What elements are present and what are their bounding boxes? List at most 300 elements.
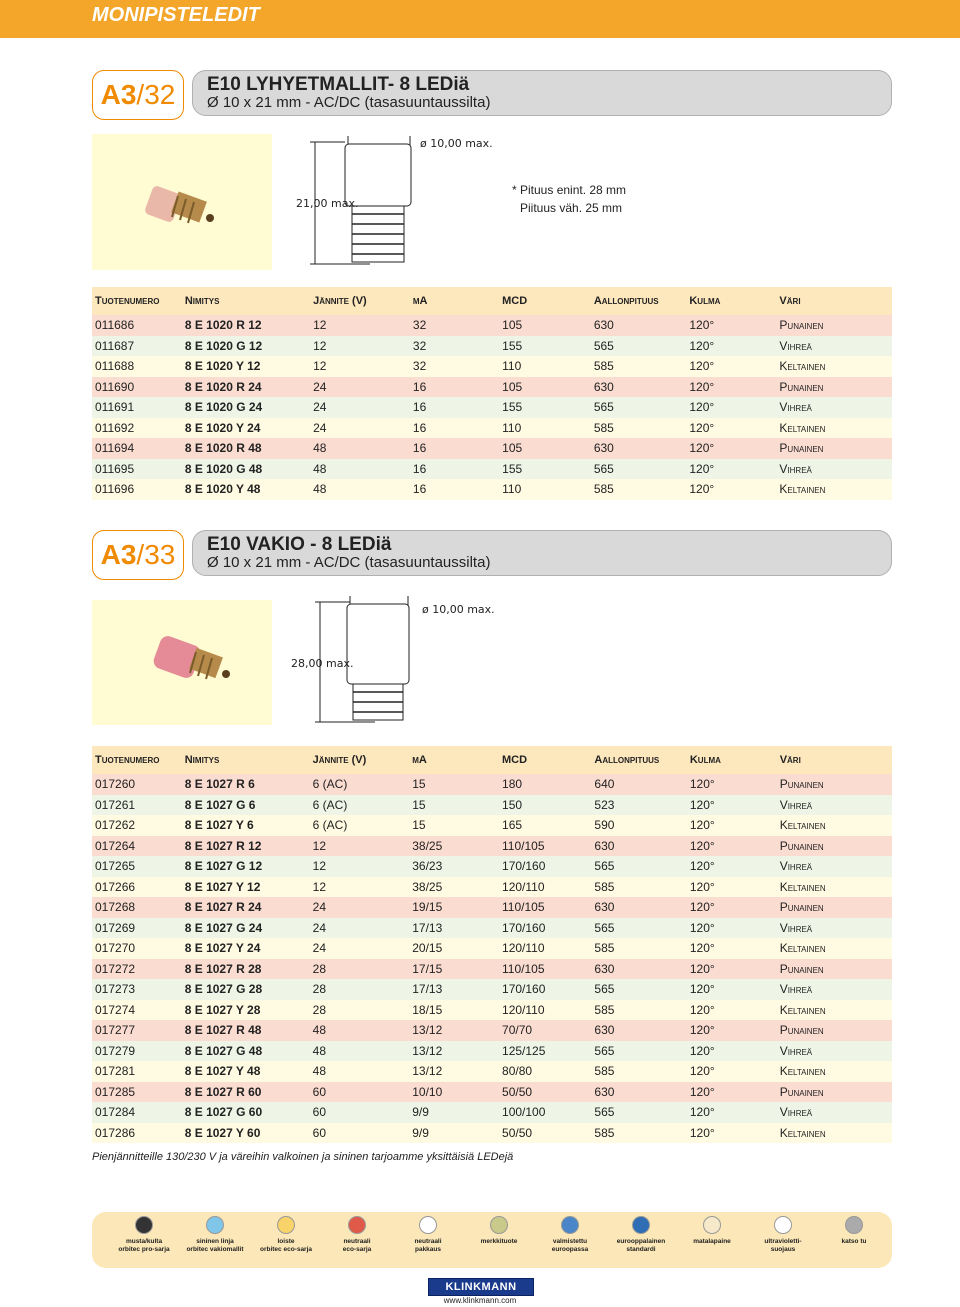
- column-header: Kulma: [687, 746, 777, 774]
- table-cell: 48: [310, 1061, 410, 1082]
- table-cell: 585: [591, 1123, 686, 1144]
- table-cell: 630: [591, 377, 687, 398]
- table-row: [92, 918, 892, 939]
- table-cell: 640: [591, 774, 686, 795]
- table-cell: 8 E 1027 G 6: [182, 795, 310, 816]
- table-row: [92, 897, 892, 918]
- table-cell: 017265: [92, 856, 182, 877]
- table-cell: 8 E 1027 R 12: [182, 836, 310, 857]
- product-table-2: [92, 746, 892, 1143]
- table-row: [92, 815, 892, 836]
- table-cell: 38/25: [409, 836, 499, 857]
- table-cell: 110/105: [499, 959, 591, 980]
- table-cell: 16: [410, 438, 499, 459]
- glow-icon: [277, 1216, 295, 1234]
- table-cell: 155: [499, 397, 591, 418]
- table-cell: 017272: [92, 959, 182, 980]
- klinkmann-logo[interactable]: [428, 1278, 534, 1296]
- badge-prefix: A3: [100, 539, 137, 570]
- section-subtitle: Ø 10 x 21 mm - AC/DC (tasasuuntaussilta): [207, 554, 491, 571]
- table-cell: 017285: [92, 1082, 182, 1103]
- table-cell: 017261: [92, 795, 182, 816]
- table-cell: 8 E 1027 Y 24: [182, 938, 310, 959]
- table-cell: 8 E 1020 R 12: [182, 315, 310, 336]
- legend-label: sininen linja: [196, 1238, 234, 1245]
- table-cell: 120/110: [499, 877, 591, 898]
- table-cell: 630: [591, 438, 687, 459]
- table-cell: Keltainen: [776, 418, 892, 439]
- led-bulb-short-image: [92, 134, 272, 270]
- badge-number: /33: [136, 539, 176, 570]
- column-header: Aallonpituus: [591, 287, 687, 315]
- table-cell: 017281: [92, 1061, 182, 1082]
- table-cell: 8 E 1027 G 28: [182, 979, 310, 1000]
- table-cell: Punainen: [777, 897, 892, 918]
- table-row: [92, 979, 892, 1000]
- table-cell: 155: [499, 336, 591, 357]
- length-note-min: Piituus väh. 25 mm: [520, 201, 623, 215]
- table-row: [92, 1082, 892, 1103]
- column-header: mA: [410, 287, 499, 315]
- table-row: [92, 1102, 892, 1123]
- table-cell: 80/80: [499, 1061, 591, 1082]
- table-row: [92, 1123, 892, 1144]
- table-cell: 120°: [686, 377, 776, 398]
- table-row: [92, 959, 892, 980]
- table-cell: 585: [591, 356, 687, 377]
- table-cell: 15: [409, 774, 499, 795]
- table-row: [92, 1020, 892, 1041]
- table-cell: 8 E 1027 R 6: [182, 774, 310, 795]
- table-row: [92, 438, 892, 459]
- legend-item: [818, 1214, 890, 1246]
- table-cell: 28: [310, 979, 410, 1000]
- product-photo: [92, 134, 272, 270]
- table-cell: 8 E 1020 Y 12: [182, 356, 310, 377]
- legend-sublabel: standardi: [626, 1246, 656, 1253]
- table-cell: 13/12: [409, 1020, 499, 1041]
- table-cell: 6 (AC): [310, 815, 410, 836]
- table-cell: 011696: [92, 479, 182, 500]
- table-cell: 60: [310, 1102, 410, 1123]
- section-badge-a3-33: [92, 530, 184, 580]
- legend-label: merkkituote: [480, 1238, 518, 1245]
- table-cell: 8 E 1027 Y 6: [182, 815, 310, 836]
- table-cell: 120°: [686, 438, 776, 459]
- legend-label: matalapaine: [693, 1238, 731, 1245]
- table-row: [92, 1061, 892, 1082]
- legend-label: eurooppalainen: [616, 1238, 666, 1245]
- column-header: Tuotenumero: [92, 287, 182, 315]
- table-cell: 120°: [687, 774, 777, 795]
- table-cell: 8 E 1027 Y 48: [182, 1061, 310, 1082]
- table-cell: 24: [310, 918, 410, 939]
- table-cell: Keltainen: [777, 938, 892, 959]
- table-cell: 36/23: [409, 856, 499, 877]
- legend-item: [179, 1214, 251, 1254]
- table-cell: 120°: [686, 336, 776, 357]
- made-in-europe-icon: [561, 1216, 579, 1234]
- table-row: [92, 336, 892, 357]
- table-cell: 48: [310, 438, 410, 459]
- table-cell: 8 E 1027 G 12: [182, 856, 310, 877]
- column-header: Nimitys: [182, 287, 310, 315]
- table-cell: 180: [499, 774, 591, 795]
- table-cell: 16: [410, 479, 499, 500]
- table-cell: 120°: [687, 897, 777, 918]
- table-row: [92, 1000, 892, 1021]
- table-cell: 24: [310, 897, 410, 918]
- table-cell: 120°: [686, 479, 776, 500]
- section-badge-a3-32: [92, 70, 184, 120]
- height-dimension-label: 28,00 max.: [291, 657, 354, 670]
- table-cell: 48: [310, 459, 410, 480]
- column-header: Jännite (V): [310, 287, 410, 315]
- table-cell: 565: [591, 856, 686, 877]
- table-cell: Keltainen: [777, 1061, 892, 1082]
- length-note-max: * Pituus enint. 28 mm: [512, 183, 627, 197]
- table-cell: 32: [410, 336, 499, 357]
- table-cell: 630: [591, 1082, 686, 1103]
- table-cell: 32: [410, 356, 499, 377]
- header-bar: [0, 0, 960, 38]
- table-row: [92, 836, 892, 857]
- see-page-icon: [845, 1216, 863, 1234]
- table-cell: 011688: [92, 356, 182, 377]
- legend-item: [463, 1214, 535, 1246]
- table-cell: 12: [310, 856, 410, 877]
- table-cell: 120°: [687, 1000, 777, 1021]
- column-header: Kulma: [686, 287, 776, 315]
- table-cell: 8 E 1027 G 48: [182, 1041, 310, 1062]
- table-cell: 017279: [92, 1041, 182, 1062]
- table-cell: 011687: [92, 336, 182, 357]
- table-cell: 48: [310, 1041, 410, 1062]
- table-cell: 120°: [687, 795, 777, 816]
- legend-item: [605, 1214, 677, 1254]
- section-title-box: [192, 70, 892, 116]
- table-cell: 17/13: [409, 918, 499, 939]
- column-header: Tuotenumero: [92, 746, 182, 774]
- table-cell: 120°: [687, 1020, 777, 1041]
- table-header-row: [92, 287, 892, 315]
- table-cell: 24: [310, 418, 410, 439]
- legend-label: musta/kulta: [125, 1238, 163, 1245]
- table-cell: 565: [591, 1102, 686, 1123]
- table-cell: Punainen: [776, 438, 892, 459]
- table-cell: 8 E 1020 G 24: [182, 397, 310, 418]
- table-cell: Vihreä: [777, 979, 892, 1000]
- table-cell: Keltainen: [777, 815, 892, 836]
- table-cell: 8 E 1027 R 60: [182, 1082, 310, 1103]
- table-header-row: [92, 746, 892, 774]
- table-cell: Punainen: [777, 1020, 892, 1041]
- legend-item: [392, 1214, 464, 1254]
- table-cell: 8 E 1020 G 12: [182, 336, 310, 357]
- table-cell: 011686: [92, 315, 182, 336]
- low-power-icon: [703, 1216, 721, 1234]
- table-row: [92, 377, 892, 398]
- section-title: E10 LYHYETMALLIT- 8 LEDiä: [207, 74, 470, 95]
- product-table-1: [92, 287, 892, 500]
- table-cell: 12: [310, 315, 410, 336]
- table-cell: 630: [591, 315, 687, 336]
- table-cell: Keltainen: [776, 356, 892, 377]
- table-cell: 585: [591, 479, 687, 500]
- table-cell: 585: [591, 418, 687, 439]
- table-cell: 8 E 1020 R 24: [182, 377, 310, 398]
- table-cell: 12: [310, 877, 410, 898]
- table-cell: 017286: [92, 1123, 182, 1144]
- column-header: MCD: [499, 287, 591, 315]
- table-cell: 6 (AC): [310, 774, 410, 795]
- legend-item: [250, 1214, 322, 1254]
- table-cell: 9/9: [409, 1123, 499, 1144]
- column-header: Väri: [776, 287, 892, 315]
- table-cell: 585: [591, 1000, 686, 1021]
- table-cell: Vihreä: [777, 1041, 892, 1062]
- legend-item: [534, 1214, 606, 1254]
- table-cell: 8 E 1020 G 48: [182, 459, 310, 480]
- table-cell: 120°: [686, 356, 776, 377]
- blue-line-icon: [206, 1216, 224, 1234]
- table-row: [92, 397, 892, 418]
- table-cell: 100/100: [499, 1102, 591, 1123]
- table-cell: 585: [591, 938, 686, 959]
- table-cell: 017270: [92, 938, 182, 959]
- table-cell: 120°: [687, 918, 777, 939]
- table-cell: 16: [410, 418, 499, 439]
- table-cell: Punainen: [776, 377, 892, 398]
- table-cell: 120°: [686, 459, 776, 480]
- legend-label: katso tu: [841, 1238, 867, 1245]
- table-cell: 24: [310, 397, 410, 418]
- table-cell: 8 E 1027 Y 60: [182, 1123, 310, 1144]
- legend-bar: [92, 1212, 892, 1268]
- table-cell: 565: [591, 459, 687, 480]
- table-cell: Vihreä: [777, 918, 892, 939]
- table-cell: 120°: [687, 959, 777, 980]
- table-row: [92, 938, 892, 959]
- table-cell: 565: [591, 397, 687, 418]
- table-cell: 155: [499, 459, 591, 480]
- led-bulb-standard-image: [92, 600, 272, 725]
- brand-icon: [490, 1216, 508, 1234]
- column-header: Nimitys: [182, 746, 310, 774]
- table-cell: Vihreä: [777, 1102, 892, 1123]
- table-cell: 125/125: [499, 1041, 591, 1062]
- table-row: [92, 356, 892, 377]
- table-cell: Vihreä: [777, 795, 892, 816]
- table-cell: 10/10: [409, 1082, 499, 1103]
- table-cell: 38/25: [409, 877, 499, 898]
- table-cell: 120°: [687, 877, 777, 898]
- table-cell: 120°: [687, 1123, 777, 1144]
- table-cell: 120°: [687, 938, 777, 959]
- table-cell: 120°: [686, 418, 776, 439]
- table-row: [92, 795, 892, 816]
- table-cell: Punainen: [776, 315, 892, 336]
- table-cell: 630: [591, 897, 686, 918]
- table-cell: 017274: [92, 1000, 182, 1021]
- legend-sublabel: suojaus: [770, 1246, 796, 1253]
- table-cell: 60: [310, 1123, 410, 1144]
- legend-sublabel: pakkaus: [414, 1246, 442, 1253]
- table-cell: 19/15: [409, 897, 499, 918]
- package-icon: [419, 1216, 437, 1234]
- table-cell: 110: [499, 479, 591, 500]
- table-row: [92, 774, 892, 795]
- table-cell: Punainen: [777, 959, 892, 980]
- section-title-box: [192, 530, 892, 576]
- table-cell: 120°: [687, 1061, 777, 1082]
- table-cell: 110: [499, 418, 591, 439]
- table-cell: 120°: [686, 397, 776, 418]
- table-cell: 017260: [92, 774, 182, 795]
- table-cell: Punainen: [777, 1082, 892, 1103]
- table-cell: 017264: [92, 836, 182, 857]
- table-cell: 9/9: [409, 1102, 499, 1123]
- section-title: E10 VAKIO - 8 LEDiä: [207, 534, 392, 555]
- table-cell: 585: [591, 1061, 686, 1082]
- table-cell: 8 E 1027 G 60: [182, 1102, 310, 1123]
- table-cell: 60: [310, 1082, 410, 1103]
- table-cell: 120°: [687, 979, 777, 1000]
- table-row: [92, 459, 892, 480]
- table-cell: 565: [591, 918, 686, 939]
- table-cell: 011690: [92, 377, 182, 398]
- table-cell: 150: [499, 795, 591, 816]
- table-cell: 8 E 1020 R 48: [182, 438, 310, 459]
- page-title: MONIPISTELEDIT: [92, 4, 260, 26]
- table-cell: 16: [410, 459, 499, 480]
- table-row: [92, 856, 892, 877]
- table-cell: 590: [591, 815, 686, 836]
- table-cell: 8 E 1027 Y 28: [182, 1000, 310, 1021]
- table-cell: 110: [499, 356, 591, 377]
- bulb-black-icon: [135, 1216, 153, 1234]
- table-cell: 017268: [92, 897, 182, 918]
- table-cell: 50/50: [499, 1123, 591, 1144]
- table-cell: 70/70: [499, 1020, 591, 1041]
- table-cell: 8 E 1027 R 24: [182, 897, 310, 918]
- table-cell: 12: [310, 356, 410, 377]
- legend-sublabel: euroopassa: [551, 1246, 589, 1253]
- legend-item: [321, 1214, 393, 1254]
- badge-number: /32: [136, 79, 176, 110]
- table-cell: 12: [310, 836, 410, 857]
- table-cell: 12: [310, 336, 410, 357]
- table-cell: 8 E 1020 Y 24: [182, 418, 310, 439]
- column-header: Jännite (V): [310, 746, 410, 774]
- table-cell: 32: [410, 315, 499, 336]
- table-cell: 585: [591, 877, 686, 898]
- uv-stop-icon: [774, 1216, 792, 1234]
- table-cell: 28: [310, 1000, 410, 1021]
- table-row: [92, 877, 892, 898]
- table-cell: 50/50: [499, 1082, 591, 1103]
- product-photo: [92, 600, 272, 725]
- table-cell: 630: [591, 836, 686, 857]
- column-header: Aallonpituus: [591, 746, 686, 774]
- table-cell: 105: [499, 315, 591, 336]
- legend-label: loiste: [277, 1238, 295, 1245]
- legend-label: valmistettu: [552, 1238, 588, 1245]
- table-row: [92, 479, 892, 500]
- table-cell: 170/160: [499, 856, 591, 877]
- table-cell: 120/110: [499, 938, 591, 959]
- table-cell: 20/15: [409, 938, 499, 959]
- table-cell: 120°: [687, 1102, 777, 1123]
- table-cell: 8 E 1020 Y 48: [182, 479, 310, 500]
- table-cell: 017262: [92, 815, 182, 836]
- column-header: Väri: [777, 746, 892, 774]
- table-cell: 110/105: [499, 897, 591, 918]
- table-cell: Vihreä: [776, 397, 892, 418]
- legend-sublabel: orbitec pro-sarja: [118, 1246, 170, 1253]
- legend-item: [676, 1214, 748, 1246]
- table-row: [92, 315, 892, 336]
- table-cell: 120°: [687, 836, 777, 857]
- table-cell: 120°: [687, 1041, 777, 1062]
- table-cell: Keltainen: [777, 1000, 892, 1021]
- footnote: Pienjännitteille 130/230 V ja väreihin valkoinen ja sininen tarjoamme yksittäisiä LEDejä: [92, 1151, 514, 1163]
- table-cell: 110/105: [499, 836, 591, 857]
- logo-text: KLINKMANN: [445, 1281, 517, 1293]
- badge-prefix: A3: [100, 79, 137, 110]
- table-cell: 523: [591, 795, 686, 816]
- legend-item: [747, 1214, 819, 1254]
- table-row: [92, 418, 892, 439]
- legend-label: neutraali: [343, 1238, 371, 1245]
- table-cell: 017269: [92, 918, 182, 939]
- table-cell: 18/15: [409, 1000, 499, 1021]
- table-cell: 8 E 1027 G 24: [182, 918, 310, 939]
- table-cell: 630: [591, 1020, 686, 1041]
- table-cell: 24: [310, 938, 410, 959]
- table-cell: 165: [499, 815, 591, 836]
- table-cell: 8 E 1027 R 48: [182, 1020, 310, 1041]
- table-cell: 011694: [92, 438, 182, 459]
- width-dimension-label: ø 10,00 max.: [420, 137, 493, 150]
- table-cell: 120°: [687, 1082, 777, 1103]
- table-cell: 565: [591, 1041, 686, 1062]
- table-cell: 15: [409, 795, 499, 816]
- table-cell: 13/12: [409, 1061, 499, 1082]
- table-cell: 120/110: [499, 1000, 591, 1021]
- table-cell: 17/15: [409, 959, 499, 980]
- table-cell: 630: [591, 959, 686, 980]
- table-cell: 017284: [92, 1102, 182, 1123]
- legend-sublabel: orbitec eco-sarja: [259, 1246, 313, 1253]
- table-cell: 6 (AC): [310, 795, 410, 816]
- ce-icon: [632, 1216, 650, 1234]
- legend-sublabel: orbitec vakiomallit: [186, 1246, 244, 1253]
- table-cell: 16: [410, 377, 499, 398]
- website-link[interactable]: www.klinkmann.com: [443, 1296, 517, 1305]
- table-cell: 170/160: [499, 979, 591, 1000]
- table-cell: 24: [310, 377, 410, 398]
- table-cell: 011691: [92, 397, 182, 418]
- table-cell: 16: [410, 397, 499, 418]
- table-cell: Punainen: [777, 836, 892, 857]
- eco-icon: [348, 1216, 366, 1234]
- table-cell: Vihreä: [776, 459, 892, 480]
- section-subtitle: Ø 10 x 21 mm - AC/DC (tasasuuntaussilta): [207, 94, 491, 111]
- table-cell: 170/160: [499, 918, 591, 939]
- table-cell: 120°: [686, 315, 776, 336]
- table-cell: 15: [409, 815, 499, 836]
